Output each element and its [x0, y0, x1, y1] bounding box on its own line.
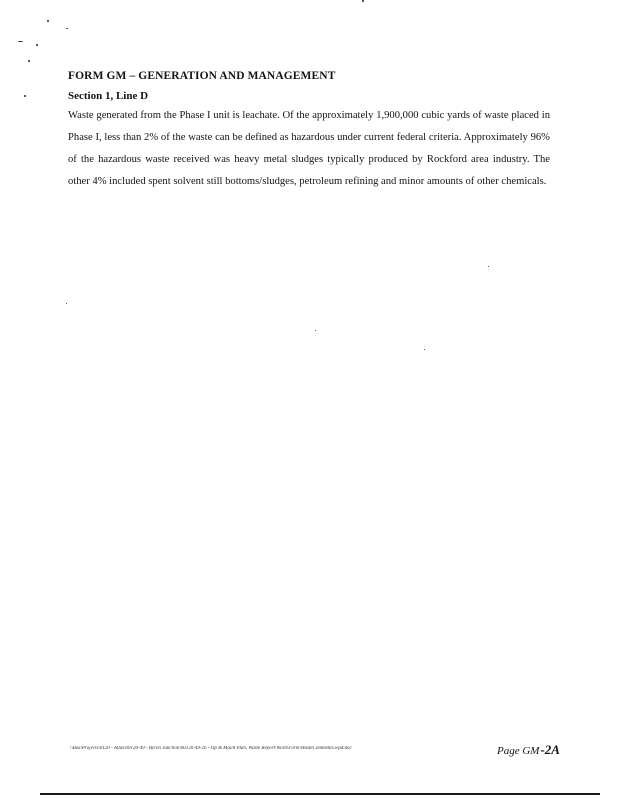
scan-speck [28, 60, 30, 62]
scan-speck [66, 28, 68, 29]
footer-file-path: \\Bea\Projects\0120 - Atlas\00120-49 - Byron Junction\00120-49-26 - Op & Maint Plan, Waste Report\Word\Form\WasteComments.wpd.doc [70, 746, 352, 751]
scan-speck [18, 41, 23, 42]
form-title: FORM GM – GENERATION AND MANAGEMENT [68, 70, 336, 82]
scan-speck [36, 44, 38, 46]
bottom-rule [40, 793, 600, 795]
scan-speck [315, 330, 316, 331]
body-paragraph: Waste generated from the Phase I unit is leachate. Of the approximately 1,900,000 cubic yards of waste placed in Phase I, less than 2% of the waste can be defined as hazardous under current federal criteria. Approximately 96% of the hazardous waste received was heavy metal sludges typically produced by Rockford area industry. The other 4% included spent solvent still bottoms/sludges, petroleum refining and minor amounts of other chemicals. [68, 110, 550, 187]
scan-speck [424, 349, 425, 350]
scan-speck [66, 303, 67, 304]
section-title: Section 1, Line D [68, 90, 149, 102]
page-number-label: Page GM [497, 745, 540, 757]
page-number [497, 742, 560, 758]
handwritten-page-mark: -2A [540, 742, 560, 757]
scan-speck [488, 266, 489, 267]
document-body [68, 68, 550, 193]
scan-speck [362, 0, 364, 2]
scan-speck [24, 95, 26, 97]
scan-speck [47, 20, 49, 22]
